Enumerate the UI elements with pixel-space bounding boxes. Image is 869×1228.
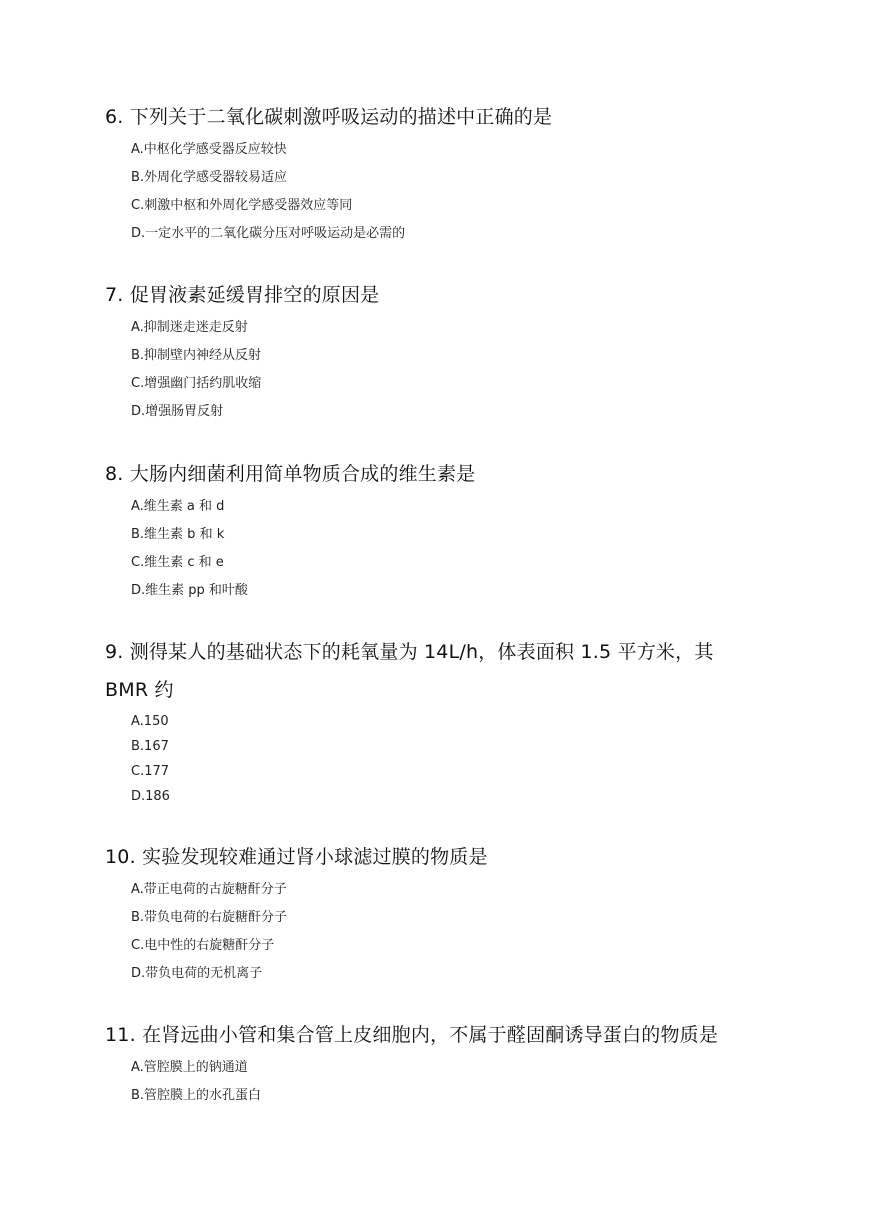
question-stem	[105, 1016, 825, 1054]
option-a: A.维生素 a 和 d	[131, 499, 225, 514]
option-a: A.150	[131, 714, 169, 729]
question-text: 大肠内细菌利用简单物质合成的维生素是	[129, 463, 476, 485]
option-b: B.抑制壁内神经从反射	[131, 348, 262, 363]
question-number: 11.	[105, 1024, 136, 1046]
question-text: 促胃液素延缓胃排空的原因是	[129, 284, 380, 306]
question-8	[105, 455, 805, 605]
option-d: D.带负电荷的无机离子	[131, 966, 263, 981]
option-b: B.维生素 b 和 k	[131, 527, 225, 542]
question-7	[105, 276, 805, 426]
option-b: B.外周化学感受器较易适应	[131, 170, 288, 185]
question-text: 在肾远曲小管和集合管上皮细胞内，不属于醛固酮诱导蛋白的物质是	[142, 1024, 719, 1046]
option-list	[105, 136, 805, 248]
option-c: C.177	[131, 764, 170, 779]
question-text: 下列关于二氧化碳刺激呼吸运动的描述中正确的是	[129, 106, 553, 128]
question-number: 9.	[105, 641, 124, 663]
question-text: 实验发现较难通过肾小球滤过膜的物质是	[142, 846, 488, 868]
question-stem	[105, 276, 805, 314]
option-a: A.中枢化学感受器反应较快	[131, 142, 287, 157]
question-text: 测得某人的基础状态下的耗氧量为 14L/h，体表面积 1.5 平方米，其 BMR 约	[105, 641, 714, 701]
option-d: D.维生素 pp 和叶酸	[131, 583, 248, 598]
option-list	[105, 876, 805, 988]
question-9	[105, 633, 755, 809]
option-list	[105, 493, 805, 605]
question-number: 6.	[105, 106, 124, 128]
question-number: 7.	[105, 284, 124, 306]
option-list	[105, 1054, 825, 1110]
question-stem	[105, 633, 755, 709]
option-c: C.刺激中枢和外周化学感受器效应等同	[131, 198, 353, 213]
option-list	[105, 709, 755, 809]
option-a: A.带正电荷的古旋糖酐分子	[131, 882, 287, 897]
option-c: C.增强幽门括约肌收缩	[131, 376, 262, 391]
option-d: D.186	[131, 789, 170, 804]
option-b: B.167	[131, 739, 169, 754]
option-a: A.抑制迷走迷走反射	[131, 320, 248, 335]
option-d: D.增强肠胃反射	[131, 404, 224, 419]
option-d: D.一定水平的二氧化碳分压对呼吸运动是必需的	[131, 226, 406, 241]
question-6	[105, 98, 805, 248]
option-b: B.带负电荷的右旋糖酐分子	[131, 910, 288, 925]
option-list	[105, 314, 805, 426]
question-11	[105, 1016, 825, 1110]
question-10	[105, 838, 805, 988]
question-number: 10.	[105, 846, 136, 868]
question-stem	[105, 838, 805, 876]
option-a: A.管腔膜上的钠通道	[131, 1060, 248, 1075]
option-c: C.维生素 c 和 e	[131, 555, 224, 570]
option-b: B.管腔膜上的水孔蛋白	[131, 1088, 262, 1103]
question-stem	[105, 455, 805, 493]
question-number: 8.	[105, 463, 124, 485]
question-stem	[105, 98, 805, 136]
option-c: C.电中性的右旋糖酐分子	[131, 938, 275, 953]
